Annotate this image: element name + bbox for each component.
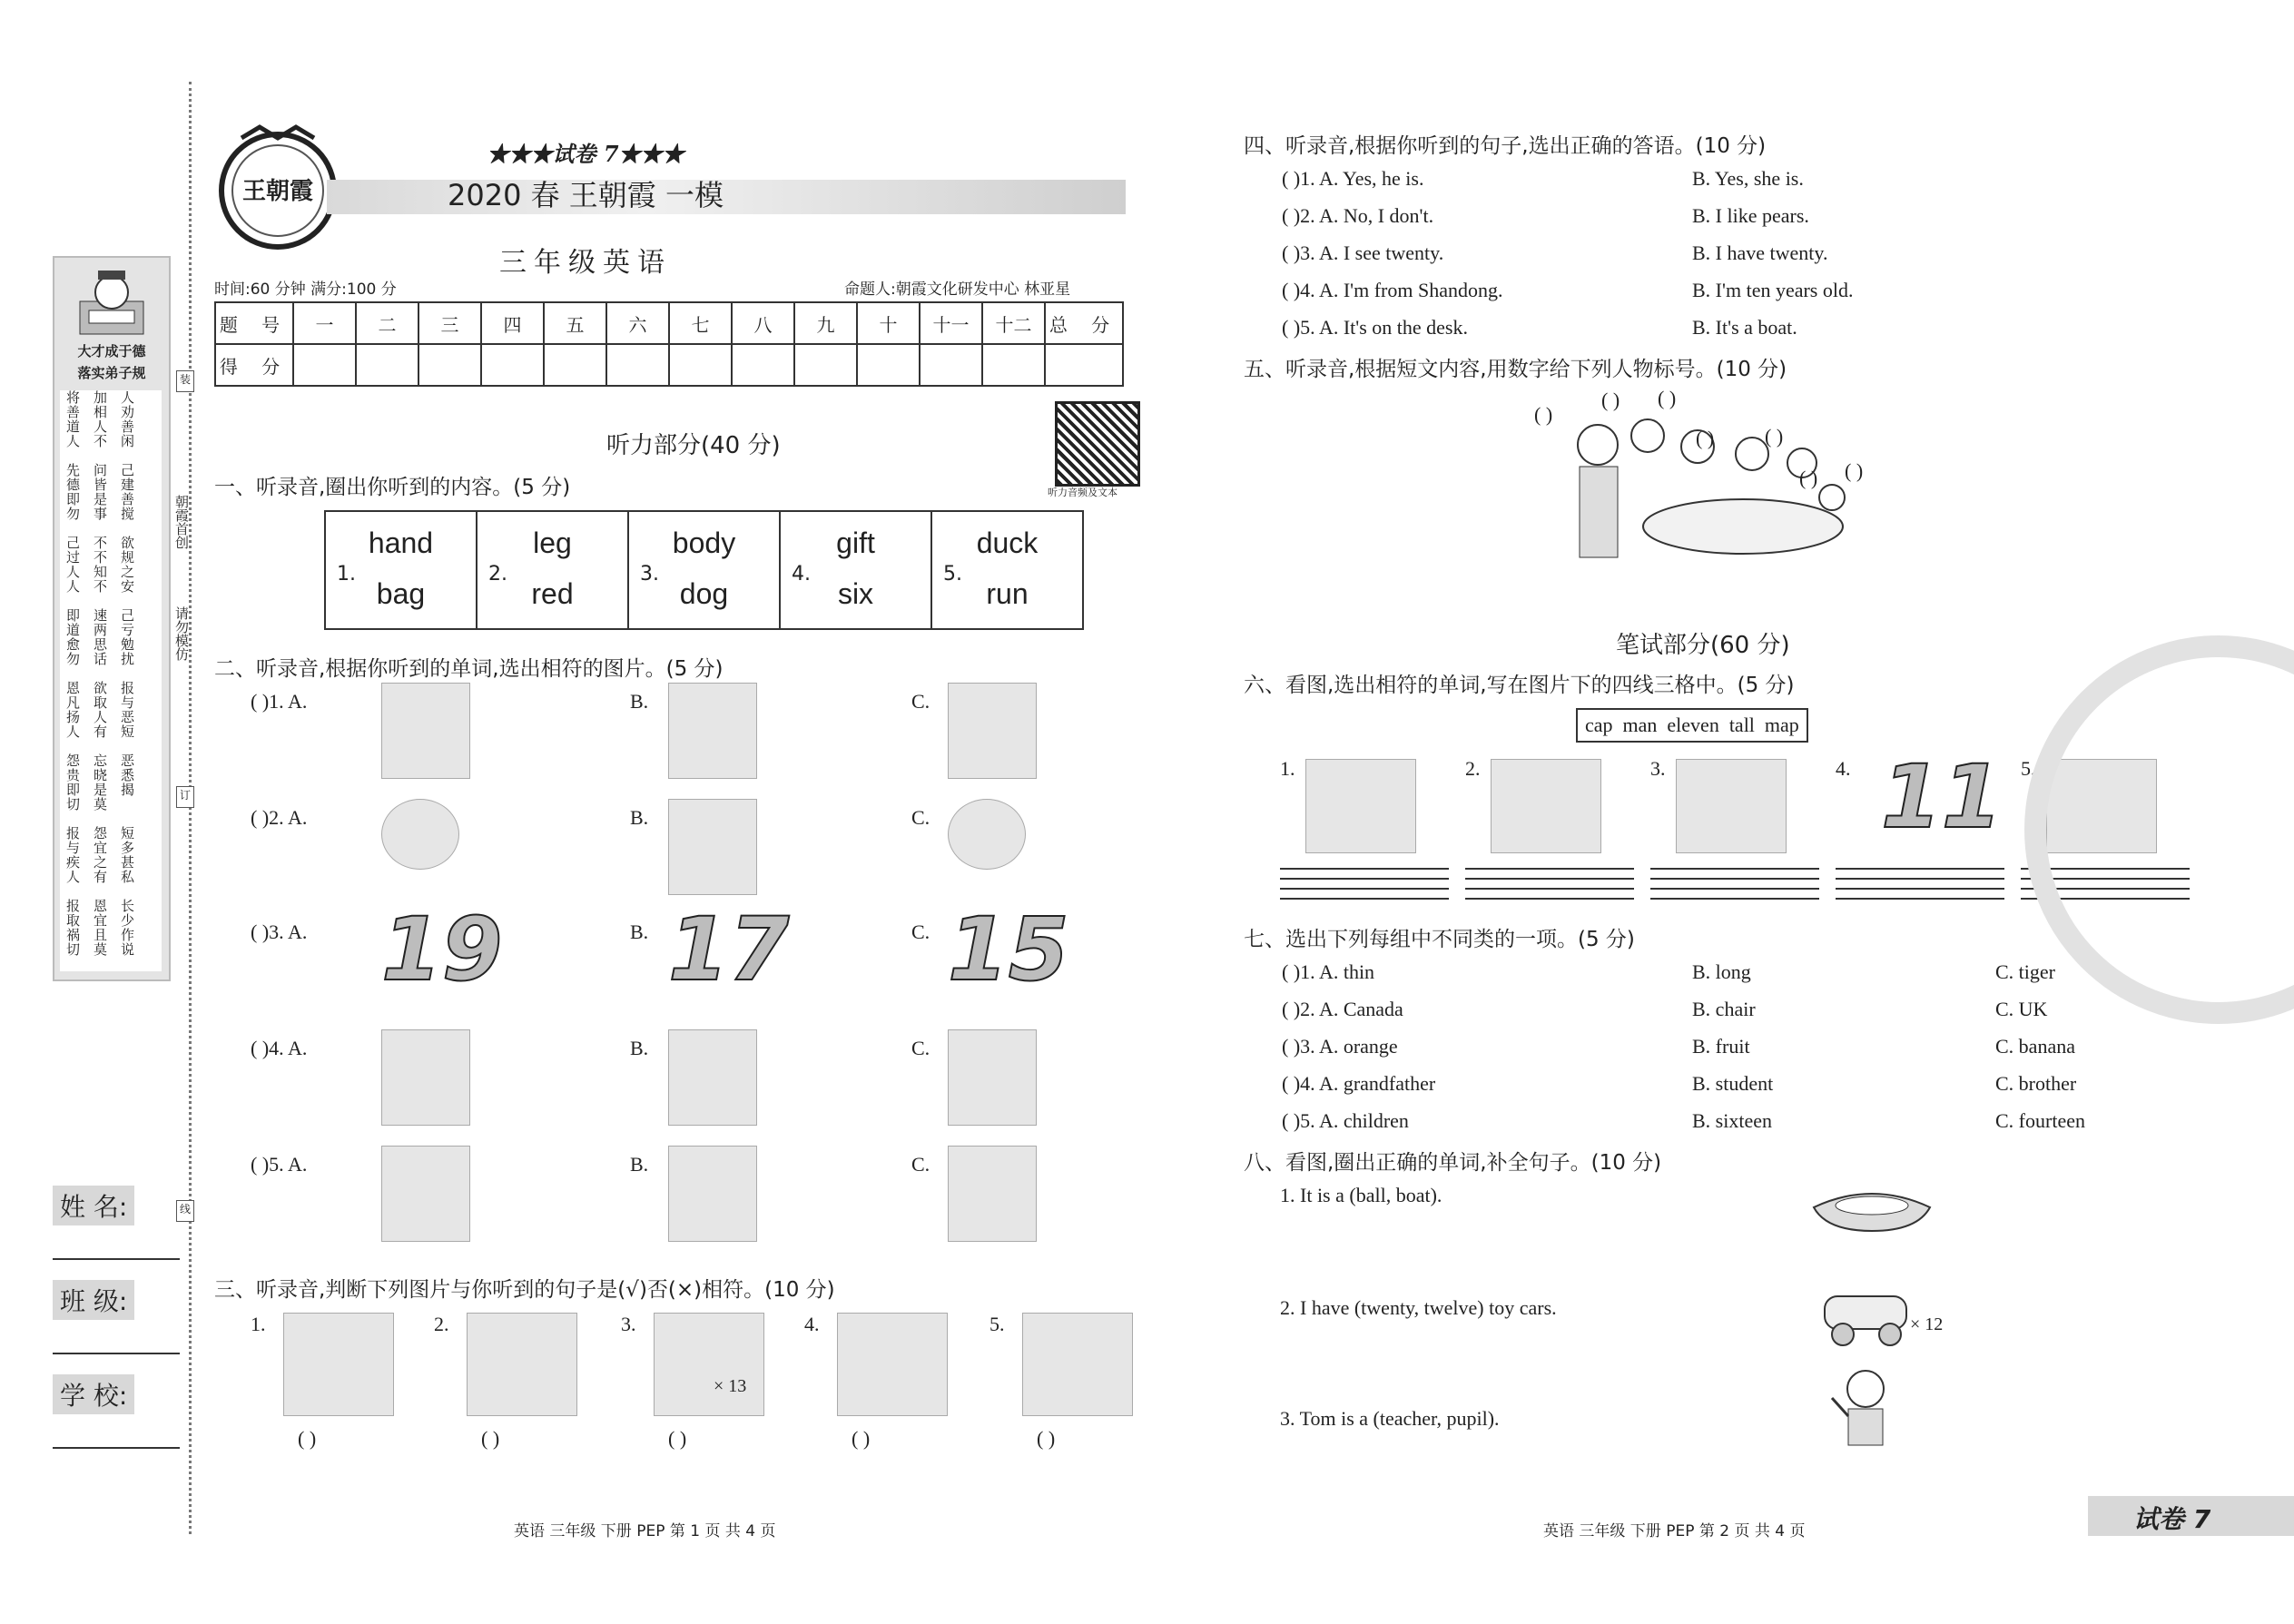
person-number-blank[interactable]: ( ): [1658, 387, 1677, 409]
word-option-bottom[interactable]: dog: [679, 577, 729, 610]
score-input-cell[interactable]: [732, 344, 794, 386]
writing-lines[interactable]: [1465, 868, 1634, 908]
proverb-column: 欲规之安: [119, 536, 135, 594]
proverb-column: 将善道人: [64, 390, 81, 448]
footer-right: 英语 三年级 下册 PEP 第 2 页 共 4 页: [1543, 1522, 1806, 1540]
question-option-a[interactable]: ( )1. A. Yes, he is.: [1282, 167, 1424, 190]
boat-picture: [1808, 1171, 1935, 1244]
word-choice-number: 5.: [943, 563, 962, 586]
exam-subtitle: 三年级英语: [499, 247, 672, 279]
name-line[interactable]: [53, 1258, 180, 1260]
score-table: [214, 301, 1124, 387]
eleven-picture[interactable]: 11: [1881, 746, 2003, 848]
word-choice-number: 1.: [337, 563, 356, 586]
section-6-title: 六、看图,选出相符的单词,写在图片下的四线三格中。(5 分): [1244, 674, 1795, 697]
proverb-column: 恶悉揭: [119, 753, 135, 797]
name-label: 姓 名:: [53, 1186, 134, 1225]
item-number: 3.: [1650, 757, 1666, 780]
score-input-cell[interactable]: [920, 344, 982, 386]
option-b[interactable]: B. long: [1692, 960, 1751, 983]
tall-boy-picture[interactable]: [1676, 759, 1787, 853]
car-count: × 12: [1910, 1314, 1944, 1334]
score-input-cell[interactable]: [356, 344, 418, 386]
proverb-column: 短多甚私: [119, 826, 135, 884]
writing-lines[interactable]: [1280, 868, 1449, 908]
kite-count: × 13: [714, 1376, 747, 1396]
option-c[interactable]: C. tiger: [1995, 960, 2055, 983]
bananas-picture[interactable]: [668, 799, 757, 895]
score-header-cell: 四: [481, 302, 544, 344]
logo-text: 王朝霞: [241, 178, 313, 205]
section-8-title: 八、看图,圈出正确的单词,补全句子。(10 分): [1244, 1151, 1662, 1175]
word-choice-table: [324, 510, 1084, 630]
elephant-picture[interactable]: [837, 1313, 948, 1416]
answer-blank[interactable]: ( ): [852, 1427, 871, 1450]
score-header-cell: 十一: [920, 302, 982, 344]
writing-title: 笔试部分(60 分): [1616, 632, 1790, 659]
option-c-label: C.: [911, 806, 930, 829]
option-c[interactable]: C. UK: [1995, 998, 2048, 1020]
proverb-column: 怨贵即切: [64, 753, 81, 812]
option-c-label: C.: [911, 1153, 930, 1176]
score-input-cell[interactable]: [481, 344, 544, 386]
option-b[interactable]: B. fruit: [1692, 1035, 1750, 1058]
question-option-a[interactable]: ( )3. A. I see twenty.: [1282, 241, 1444, 264]
writing-lines[interactable]: [1836, 868, 2004, 908]
author-info: 命题人:朝霞文化研发中心 林亚星: [844, 281, 1071, 299]
option-b-label: B.: [630, 690, 649, 713]
item-number: 5.: [989, 1313, 1005, 1335]
proverb-column: 己过人人: [64, 536, 81, 594]
kite-picture[interactable]: [654, 1313, 764, 1416]
monkey-picture[interactable]: [381, 1146, 470, 1242]
class-label: 班 级:: [53, 1280, 134, 1320]
motto-2: 落实弟子规: [77, 365, 146, 381]
motto-1: 大才成于德: [77, 343, 146, 359]
option-b-label: B.: [630, 920, 649, 943]
proverb-column: 不不知不: [92, 536, 108, 594]
proverb-column: 恩宜且莫: [92, 899, 108, 957]
proverb-column: 报与疾人: [64, 826, 81, 884]
school-label: 学 校:: [53, 1374, 134, 1414]
option-c[interactable]: C. banana: [1995, 1035, 2075, 1058]
pupil-picture: [1825, 1365, 1906, 1465]
binding-line: [189, 82, 192, 1534]
number-19-picture[interactable]: 19: [381, 899, 503, 1000]
option-b[interactable]: B. sixteen: [1692, 1109, 1772, 1132]
time-info: 时间:60 分钟 满分:100 分: [214, 281, 397, 299]
score-label-cell: 得 分: [215, 344, 293, 386]
map-picture[interactable]: [1305, 759, 1416, 853]
score-header-cell: 十二: [982, 302, 1045, 344]
section-1-title: 一、听录音,圈出你听到的内容。(5 分): [214, 476, 571, 499]
proverb-column: 己亏勉扰: [119, 608, 135, 666]
score-header-cell: 六: [606, 302, 669, 344]
word-bank: cap man eleven tall map: [1576, 708, 1808, 743]
question-option-b[interactable]: B. Yes, she is.: [1692, 167, 1804, 190]
question-option-b[interactable]: B. I like pears.: [1692, 204, 1809, 227]
question-option-b[interactable]: B. I have twenty.: [1692, 241, 1828, 264]
class-line[interactable]: [53, 1353, 180, 1354]
item-number: 5.: [2021, 757, 2036, 780]
section-3-title: 三、听录音,判断下列图片与你听到的句子是(√)否(×)相符。(10 分): [214, 1278, 835, 1302]
proverb-column: 速两思话: [92, 608, 108, 666]
qr-code[interactable]: [1055, 401, 1140, 487]
man-with-glasses-picture[interactable]: [1491, 759, 1601, 853]
schoolbag-picture[interactable]: [1022, 1313, 1133, 1416]
item-number: 4.: [804, 1313, 820, 1335]
proverb-column: 怨宜之有: [92, 826, 108, 884]
proverb-column: 人劝善闲: [119, 390, 135, 448]
item-number: 4.: [1836, 757, 1851, 780]
score-input-cell[interactable]: [293, 344, 356, 386]
side-note-2: 请勿模仿: [173, 606, 190, 661]
answer-blank[interactable]: ( ): [481, 1427, 500, 1450]
score-header-cell: 总 分: [1045, 302, 1123, 344]
footer-left: 英语 三年级 下册 PEP 第 1 页 共 4 页: [514, 1522, 776, 1540]
woman-picture[interactable]: [668, 1029, 757, 1126]
item-number: 3.: [621, 1313, 636, 1335]
score-header-cell: 九: [794, 302, 857, 344]
score-input-cell[interactable]: [418, 344, 481, 386]
answer-blank[interactable]: ( ): [298, 1427, 317, 1450]
school-line[interactable]: [53, 1447, 180, 1449]
score-input-cell[interactable]: [606, 344, 669, 386]
question-option-a[interactable]: ( )2. A. No, I don't.: [1282, 204, 1434, 227]
proverb-column: 先德即勿: [64, 463, 81, 521]
proverb-column: 长少作说: [119, 899, 135, 957]
question-label: ( )5. A.: [251, 1153, 308, 1176]
score-input-cell[interactable]: [669, 344, 732, 386]
score-input-cell[interactable]: [857, 344, 920, 386]
proverb-column: 加相人不: [92, 390, 108, 448]
score-header-cell: 三: [418, 302, 481, 344]
great-wall-picture[interactable]: [948, 683, 1037, 779]
proverb-column: 己建善搅: [119, 463, 135, 521]
paper-label: ★★★试卷 7★★★: [487, 141, 684, 167]
question-option-a[interactable]: ( )4. A. I'm from Shandong.: [1282, 279, 1503, 301]
score-input-cell[interactable]: [982, 344, 1045, 386]
word-option-top[interactable]: hand: [368, 527, 434, 559]
qr-caption: 听力音频及文本: [1048, 487, 1117, 498]
score-input-cell[interactable]: [1045, 344, 1123, 386]
tree-picture[interactable]: [467, 1313, 577, 1416]
option-a[interactable]: ( )1. A. thin: [1282, 960, 1375, 983]
item-number: 1.: [1280, 757, 1295, 780]
word-option-top[interactable]: body: [672, 527, 736, 559]
word-option-bottom[interactable]: run: [986, 577, 1029, 610]
item-number: 2.: [1465, 757, 1481, 780]
man-picture[interactable]: [381, 1029, 470, 1126]
person-number-blank[interactable]: ( ): [1845, 459, 1864, 482]
option-a[interactable]: ( )2. A. Canada: [1282, 998, 1403, 1020]
score-header-cell: 八: [732, 302, 794, 344]
watermark-seal: [2024, 635, 2294, 1024]
writing-lines[interactable]: [1650, 868, 1819, 908]
binding-mark-2: 订: [176, 786, 194, 808]
person-number-blank[interactable]: ( ): [1696, 427, 1715, 449]
score-input-cell[interactable]: [544, 344, 606, 386]
question-option-b[interactable]: B. I'm ten years old.: [1692, 279, 1854, 301]
word-option-bottom[interactable]: red: [531, 577, 574, 610]
side-note-1: 朝霞首创: [173, 495, 190, 549]
word-option-top[interactable]: leg: [533, 527, 572, 559]
sentence-item[interactable]: 1. It is a (ball, boat).: [1280, 1184, 1442, 1206]
person-number-blank[interactable]: ( ): [1765, 425, 1784, 448]
score-header-row: [215, 302, 1123, 344]
person-number-blank[interactable]: ( ): [1534, 403, 1553, 426]
question-label: ( )1. A.: [251, 690, 308, 713]
person-number-blank[interactable]: ( ): [1601, 389, 1620, 411]
answer-blank[interactable]: ( ): [1037, 1427, 1056, 1450]
sentence-item[interactable]: 2. I have (twenty, twelve) toy cars.: [1280, 1296, 1557, 1319]
word-choice-number: 2.: [488, 563, 507, 586]
word-option-bottom[interactable]: six: [837, 577, 874, 610]
question-label: ( )4. A.: [251, 1037, 308, 1059]
word-choice-cell[interactable]: [780, 511, 931, 629]
exam-title: 2020 春 王朝霞 一模: [448, 178, 724, 212]
word-option-top[interactable]: gift: [836, 527, 875, 559]
tiger-picture[interactable]: [948, 1146, 1037, 1242]
word-choice-cell[interactable]: [628, 511, 780, 629]
score-header-cell: 二: [356, 302, 418, 344]
section-2-title: 二、听录音,根据你听到的单词,选出相符的图片。(5 分): [214, 657, 724, 681]
option-a[interactable]: ( )5. A. children: [1282, 1109, 1409, 1132]
proverb-column: 问皆是事: [92, 463, 108, 521]
word-choice-number: 3.: [640, 563, 659, 586]
sentence-item[interactable]: 3. Tom is a (teacher, pupil).: [1280, 1407, 1500, 1430]
option-a[interactable]: ( )3. A. orange: [1282, 1035, 1398, 1058]
number-15-picture[interactable]: 15: [948, 899, 1069, 1000]
item-number: 1.: [251, 1313, 266, 1335]
option-b[interactable]: B. student: [1692, 1072, 1774, 1095]
question-label: ( )3. A.: [251, 920, 308, 943]
person-number-blank[interactable]: ( ): [1799, 467, 1818, 489]
option-b-label: B.: [630, 1153, 649, 1176]
word-choice-cell[interactable]: [931, 511, 1083, 629]
proverb-column: 欲取人有: [92, 681, 108, 739]
proverb-column: 恩凡扬人: [64, 681, 81, 739]
option-c[interactable]: C. fourteen: [1995, 1109, 2085, 1132]
question-label: ( )2. A.: [251, 806, 308, 829]
watermelon-picture[interactable]: [948, 799, 1026, 870]
score-input-cell[interactable]: [794, 344, 857, 386]
toy-car-picture: [1816, 1269, 1915, 1351]
option-c[interactable]: C. brother: [1995, 1072, 2077, 1095]
option-b[interactable]: B. chair: [1692, 998, 1756, 1020]
duck-picture[interactable]: [668, 1146, 757, 1242]
question-option-a[interactable]: ( )5. A. It's on the desk.: [1282, 316, 1468, 339]
proverb-column: 报与恶短: [119, 681, 135, 739]
binding-mark-3: 线: [176, 1200, 194, 1222]
corner-label: 试卷 7: [2133, 1504, 2211, 1534]
orange-picture[interactable]: [381, 799, 459, 870]
score-header-cell: 一: [293, 302, 356, 344]
reading-woman-picture[interactable]: [283, 1313, 394, 1416]
proverb-column: 忘晓是莫: [92, 753, 108, 812]
option-c-label: C.: [911, 920, 930, 943]
section-7-title: 七、选出下列每组中不同类的一项。(5 分): [1244, 928, 1635, 951]
answer-blank[interactable]: ( ): [668, 1427, 687, 1450]
bridge-picture[interactable]: [668, 683, 757, 779]
section-5-title: 五、听录音,根据短文内容,用数字给下列人物标号。(10 分): [1244, 358, 1787, 381]
item-number: 2.: [434, 1313, 449, 1335]
section-4-title: 四、听录音,根据你听到的句子,选出正确的答语。(10 分): [1244, 134, 1767, 158]
question-option-b[interactable]: B. It's a boat.: [1692, 316, 1797, 339]
word-option-bottom[interactable]: bag: [376, 577, 426, 610]
number-17-picture[interactable]: 17: [668, 899, 790, 1000]
clock-tower-picture[interactable]: [381, 683, 470, 779]
girl-picture[interactable]: [948, 1029, 1037, 1126]
binding-mark-1: 装: [176, 370, 194, 392]
score-header-cell: 五: [544, 302, 606, 344]
score-header-cell: 七: [669, 302, 732, 344]
score-header-cell: 题 号: [215, 302, 293, 344]
option-b-label: B.: [630, 1037, 649, 1059]
option-c-label: C.: [911, 1037, 930, 1059]
option-c-label: C.: [911, 690, 930, 713]
option-b-label: B.: [630, 806, 649, 829]
word-choice-number: 4.: [792, 563, 811, 586]
option-a[interactable]: ( )4. A. grandfather: [1282, 1072, 1436, 1095]
word-choice-cell[interactable]: [325, 511, 477, 629]
listening-title: 听力部分(40 分): [606, 432, 781, 459]
proverb-column: 即道愈勿: [64, 608, 81, 666]
score-header-cell: 十: [857, 302, 920, 344]
word-choice-cell[interactable]: [477, 511, 628, 629]
score-value-row: [215, 344, 1123, 386]
proverb-column: 报取祸切: [64, 899, 81, 957]
word-option-top[interactable]: duck: [976, 527, 1039, 559]
family-dinner-picture: [1543, 390, 1870, 572]
